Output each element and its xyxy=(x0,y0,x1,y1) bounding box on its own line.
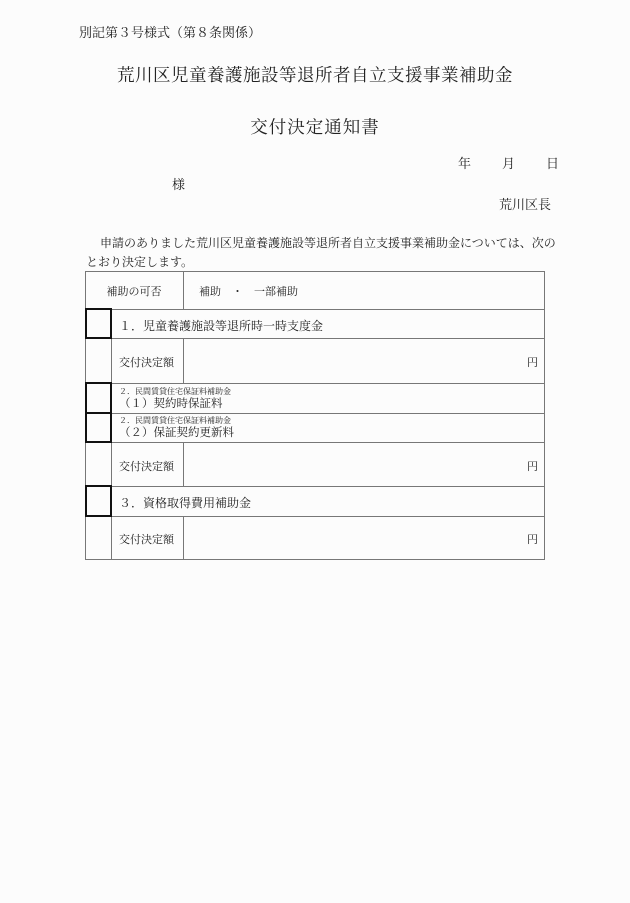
row-divider xyxy=(111,516,545,517)
col-divider xyxy=(183,442,184,486)
section1-yen: 円 xyxy=(527,356,538,369)
table-border xyxy=(85,559,545,560)
row-divider xyxy=(85,383,545,384)
row-divider xyxy=(85,309,545,310)
section2-amount-label: 交付決定額 xyxy=(119,460,174,473)
section3-checkbox[interactable] xyxy=(85,485,112,517)
col-divider xyxy=(183,271,184,309)
section1-item-label: １．児童養護施設等退所時一時支度金 xyxy=(119,319,324,333)
decision-table xyxy=(85,271,545,560)
section2-1-item xyxy=(119,387,231,410)
col-divider xyxy=(183,516,184,560)
issuer: 荒川区長 xyxy=(498,198,551,213)
row-divider xyxy=(111,338,545,339)
col-divider xyxy=(183,338,184,383)
body-text: 申請のありました荒川区児童養護施設等退所者自立支援事業補助金については、次のとおり決定します。 xyxy=(86,236,556,269)
document-title: 荒川区児童養護施設等退所者自立支援事業補助金 xyxy=(117,66,513,86)
section2-2-checkbox[interactable] xyxy=(85,412,112,443)
section2-1-category: ２．民間賃貸住宅保証料補助金 xyxy=(119,387,231,396)
date-field xyxy=(458,153,559,172)
section2-1-sub: （１）契約時保証料 xyxy=(119,396,223,410)
section2-yen: 円 xyxy=(527,460,538,473)
year-label: 年 xyxy=(458,157,472,172)
month-label: 月 xyxy=(502,157,516,172)
recipient-suffix: 様 xyxy=(172,178,186,193)
section2-2-item xyxy=(119,416,234,439)
row-divider xyxy=(111,442,545,443)
approval-label: 補助の可否 xyxy=(106,285,162,298)
section3-amount-label: 交付決定額 xyxy=(119,533,174,546)
table-border xyxy=(85,271,545,272)
form-reference: 別記第３号様式（第８条関係） xyxy=(79,26,262,41)
section1-checkbox[interactable] xyxy=(85,308,112,339)
section2-2-sub: （２）保証契約更新料 xyxy=(119,425,234,439)
approval-options[interactable]: 補助 ・ 一部補助 xyxy=(199,285,298,298)
document-subtitle: 交付決定通知書 xyxy=(250,118,380,138)
row-divider xyxy=(111,413,545,414)
section3-item-label: ３．資格取得費用補助金 xyxy=(119,496,252,510)
section2-1-checkbox[interactable] xyxy=(85,382,112,414)
section1-amount-label: 交付決定額 xyxy=(119,356,174,369)
day-label: 日 xyxy=(546,157,560,172)
section3-yen: 円 xyxy=(527,533,538,546)
section2-2-category: ２．民間賃貸住宅保証料補助金 xyxy=(119,416,231,425)
row-divider xyxy=(85,486,545,487)
